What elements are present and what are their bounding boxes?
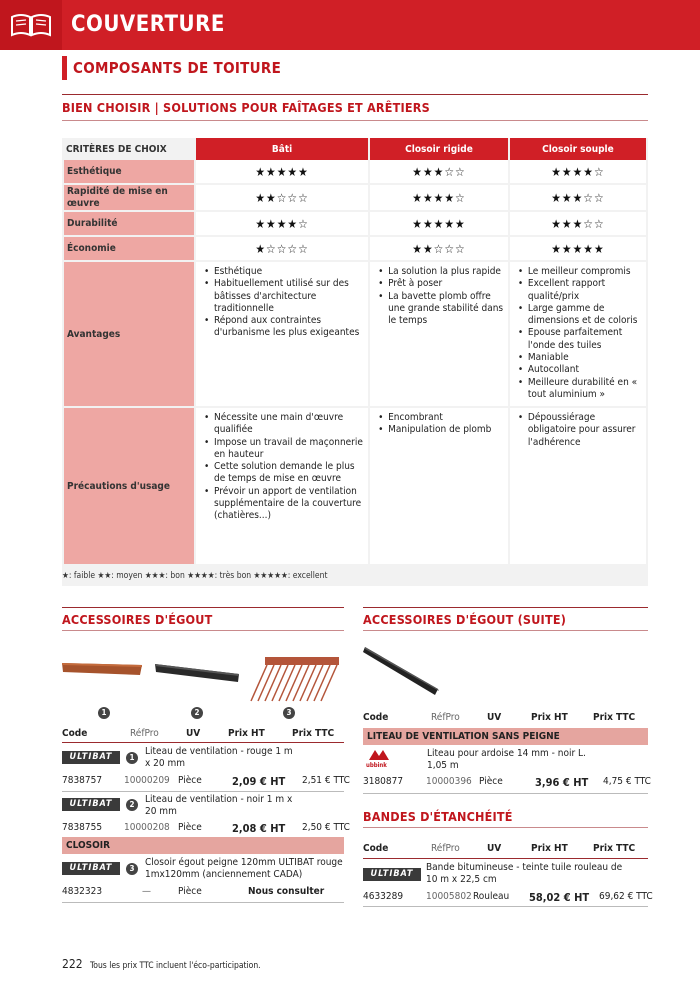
book-icon bbox=[0, 0, 62, 50]
egout-table-header bbox=[62, 728, 344, 742]
ubbink-logo-text: ubbink bbox=[366, 762, 387, 769]
col-uv: UV bbox=[186, 728, 201, 739]
col-closoir-souple: Closoir souple bbox=[510, 138, 646, 160]
divider bbox=[363, 858, 648, 859]
item-ref: 10000396 bbox=[426, 776, 472, 787]
divider bbox=[363, 793, 648, 794]
item-code: 4633289 bbox=[363, 891, 404, 902]
divider bbox=[363, 906, 648, 907]
list-item: • Esthétique bbox=[204, 266, 364, 278]
row-label: Précautions d'usage bbox=[64, 408, 194, 566]
ultibat-logo: ULTIBAT bbox=[62, 751, 120, 764]
list-item: • Répond aux contraintes d'urbanisme les plus exigeantes bbox=[204, 315, 364, 340]
item-price-ttc: 2,51 € TTC bbox=[302, 775, 350, 786]
bandes-title: BANDES D'ÉTANCHÉITÉ bbox=[363, 809, 513, 824]
divider bbox=[62, 902, 344, 903]
header-bar bbox=[0, 0, 700, 50]
list-item: • Prévoir un apport de ventilation supplémentaire de la couverture (chatières...) bbox=[204, 486, 364, 523]
egout-suite-table-header bbox=[363, 712, 648, 726]
list-item: • Epouse parfaitement l'onde des tuiles bbox=[518, 327, 642, 352]
advantages-list bbox=[370, 262, 508, 331]
item-uv: Rouleau bbox=[473, 891, 510, 902]
divider bbox=[363, 630, 648, 631]
rating: ★★★★☆ bbox=[412, 190, 466, 205]
list-item: • La solution la plus rapide bbox=[378, 266, 504, 278]
ultibat-logo: ULTIBAT bbox=[363, 868, 421, 881]
item-ref: — bbox=[142, 886, 151, 897]
precautions-list bbox=[196, 408, 368, 527]
ubbink-logo-icon bbox=[367, 748, 391, 762]
advantages-list bbox=[196, 262, 368, 344]
col-ref: RéfPro bbox=[130, 728, 159, 739]
item-description: Bande bitumineuse - teinte tuile rouleau de 10 m x 22,5 cm bbox=[426, 862, 623, 885]
red-batten-image bbox=[60, 655, 145, 685]
divider bbox=[62, 742, 344, 743]
col-ht: Prix HT bbox=[228, 728, 265, 739]
item-code: 7838755 bbox=[62, 822, 103, 833]
item-price-ht: 2,09 € HT bbox=[232, 775, 286, 788]
list-item: • Autocollant bbox=[518, 364, 642, 376]
rating: ★★☆☆☆ bbox=[412, 241, 466, 256]
black-batten-image bbox=[153, 660, 243, 690]
rating: ★★★★☆ bbox=[255, 216, 309, 231]
list-item: • Le meilleur compromis bbox=[518, 266, 642, 278]
rating: ★★★★★ bbox=[255, 164, 309, 179]
table-row bbox=[363, 891, 653, 905]
rating: ★★★★★ bbox=[551, 241, 605, 256]
divider bbox=[62, 791, 344, 792]
list-item: • Encombrant bbox=[378, 412, 504, 424]
image-number: 1 bbox=[98, 707, 110, 719]
item-uv: Pièce bbox=[178, 886, 202, 897]
rating: ★☆☆☆☆ bbox=[255, 241, 309, 256]
rating: ★★★★★ bbox=[412, 216, 466, 231]
image-number: 2 bbox=[191, 707, 203, 719]
item-price-ht: 58,02 € HT bbox=[529, 891, 590, 904]
item-price-ttc: 69,62 € TTC bbox=[599, 891, 653, 902]
rating: ★★★☆☆ bbox=[551, 216, 605, 231]
col-ht: Prix HT bbox=[531, 712, 568, 723]
row-label: Durabilité bbox=[64, 212, 194, 237]
item-code: 3180877 bbox=[363, 776, 404, 787]
row-label: Rapidité de mise en œuvre bbox=[64, 185, 194, 212]
section-title: COMPOSANTS DE TOITURE bbox=[62, 56, 281, 80]
col-ttc: Prix TTC bbox=[593, 712, 636, 723]
list-item: • Cette solution demande le plus de temps de mise en œuvre bbox=[204, 461, 364, 486]
footer-note: Tous les prix TTC incluent l'éco-participation. bbox=[90, 961, 261, 971]
rating-legend: ★: faible ★★: moyen ★★★: bon ★★★★: très bon ★★★★★: excellent bbox=[62, 571, 328, 581]
col-ttc: Prix TTC bbox=[593, 843, 636, 854]
col-bati: Bâti bbox=[196, 138, 368, 160]
egout-suite-title: ACCESSOIRES D'ÉGOUT (SUITE) bbox=[363, 612, 567, 627]
table-row bbox=[62, 886, 344, 900]
item-code: 4832323 bbox=[62, 886, 103, 897]
list-item: • Prêt à poser bbox=[378, 278, 504, 290]
image-number: 3 bbox=[283, 707, 295, 719]
divider bbox=[363, 607, 648, 608]
footer bbox=[62, 957, 261, 971]
rating: ★★★☆☆ bbox=[412, 164, 466, 179]
col-ht: Prix HT bbox=[531, 843, 568, 854]
item-description: Liteau de ventilation - rouge 1 m x 20 mm bbox=[145, 746, 293, 769]
divider bbox=[62, 607, 344, 608]
list-item: • Meilleure durabilité en « tout aluminium » bbox=[518, 377, 642, 402]
col-ref: RéfPro bbox=[431, 712, 460, 723]
liteau-band: LITEAU DE VENTILATION SANS PEIGNE bbox=[363, 728, 648, 745]
item-price: Nous consulter bbox=[248, 886, 325, 897]
list-item: • La bavette plomb offre une grande stabilité dans le temps bbox=[378, 291, 504, 328]
item-price-ht: 3,96 € HT bbox=[535, 776, 589, 789]
table-row bbox=[62, 775, 350, 789]
precautions-list bbox=[370, 408, 508, 441]
ultibat-logo: ULTIBAT bbox=[62, 798, 120, 811]
item-number: 3 bbox=[126, 863, 138, 875]
list-item: • Excellent rapport qualité/prix bbox=[518, 278, 642, 303]
choose-title: BIEN CHOISIR | SOLUTIONS POUR FAÎTAGES ET ARÊTIERS bbox=[62, 100, 430, 115]
table-row bbox=[363, 776, 651, 790]
divider bbox=[62, 630, 344, 631]
criteria-table bbox=[62, 138, 648, 586]
col-code: Code bbox=[363, 843, 389, 854]
item-code: 7838757 bbox=[62, 775, 103, 786]
col-code: Code bbox=[363, 712, 389, 723]
page-number: 222 bbox=[62, 957, 83, 971]
item-price-ht: 2,08 € HT bbox=[232, 822, 286, 835]
col-uv: UV bbox=[487, 712, 502, 723]
divider bbox=[62, 120, 648, 121]
item-ref: 10005802 bbox=[426, 891, 472, 902]
divider bbox=[62, 94, 648, 95]
rating: ★★★☆☆ bbox=[551, 190, 605, 205]
list-item: • Large gamme de dimensions et de coloris bbox=[518, 303, 642, 328]
page-title: COUVERTURE bbox=[71, 12, 225, 37]
col-uv: UV bbox=[487, 843, 502, 854]
col-closoir-rigide: Closoir rigide bbox=[370, 138, 508, 160]
item-ref: 10000208 bbox=[124, 822, 170, 833]
col-ref: RéfPro bbox=[431, 843, 460, 854]
item-description: Liteau pour ardoise 14 mm - noir L. 1,05 m bbox=[427, 748, 586, 771]
col-code: Code bbox=[62, 728, 88, 739]
advantages-list bbox=[510, 262, 646, 405]
item-description: Closoir égout peigne 120mm ULTIBAT rouge 1mx120mm (anciennement CADA) bbox=[145, 857, 343, 880]
closoir-band: CLOSOIR bbox=[62, 837, 344, 854]
table-row bbox=[62, 822, 350, 836]
bandes-table-header bbox=[363, 843, 648, 857]
rating: ★★☆☆☆ bbox=[255, 190, 309, 205]
ultibat-logo: ULTIBAT bbox=[62, 862, 120, 875]
slate-batten-image bbox=[362, 643, 442, 699]
item-uv: Pièce bbox=[178, 822, 202, 833]
item-number: 2 bbox=[126, 799, 138, 811]
item-description: Liteau de ventilation - noir 1 m x 20 mm bbox=[145, 794, 293, 817]
row-label: Avantages bbox=[64, 262, 194, 408]
list-item: • Manipulation de plomb bbox=[378, 424, 504, 436]
row-label: Économie bbox=[64, 237, 194, 262]
list-item: • Dépoussiérage obligatoire pour assurer l'adhérence bbox=[518, 412, 642, 449]
list-item: • Maniable bbox=[518, 352, 642, 364]
col-ttc: Prix TTC bbox=[292, 728, 335, 739]
item-ref: 10000209 bbox=[124, 775, 170, 786]
item-uv: Pièce bbox=[178, 775, 202, 786]
rating: ★★★★☆ bbox=[551, 164, 605, 179]
item-uv: Pièce bbox=[479, 776, 503, 787]
criteria-label: CRITÈRES DE CHOIX bbox=[64, 138, 194, 160]
list-item: • Impose un travail de maçonnerie en hauteur bbox=[204, 437, 364, 462]
divider bbox=[363, 827, 648, 828]
precautions-list bbox=[510, 408, 646, 453]
row-label: Esthétique bbox=[64, 160, 194, 185]
egout-title: ACCESSOIRES D'ÉGOUT bbox=[62, 612, 213, 627]
comb-closure-image bbox=[247, 655, 342, 705]
item-price-ttc: 2,50 € TTC bbox=[302, 822, 350, 833]
item-price-ttc: 4,75 € TTC bbox=[603, 776, 651, 787]
list-item: • Nécessite une main d'œuvre qualifiée bbox=[204, 412, 364, 437]
item-number: 1 bbox=[126, 752, 138, 764]
list-item: • Habituellement utilisé sur des bâtisses d'architecture traditionnelle bbox=[204, 278, 364, 315]
